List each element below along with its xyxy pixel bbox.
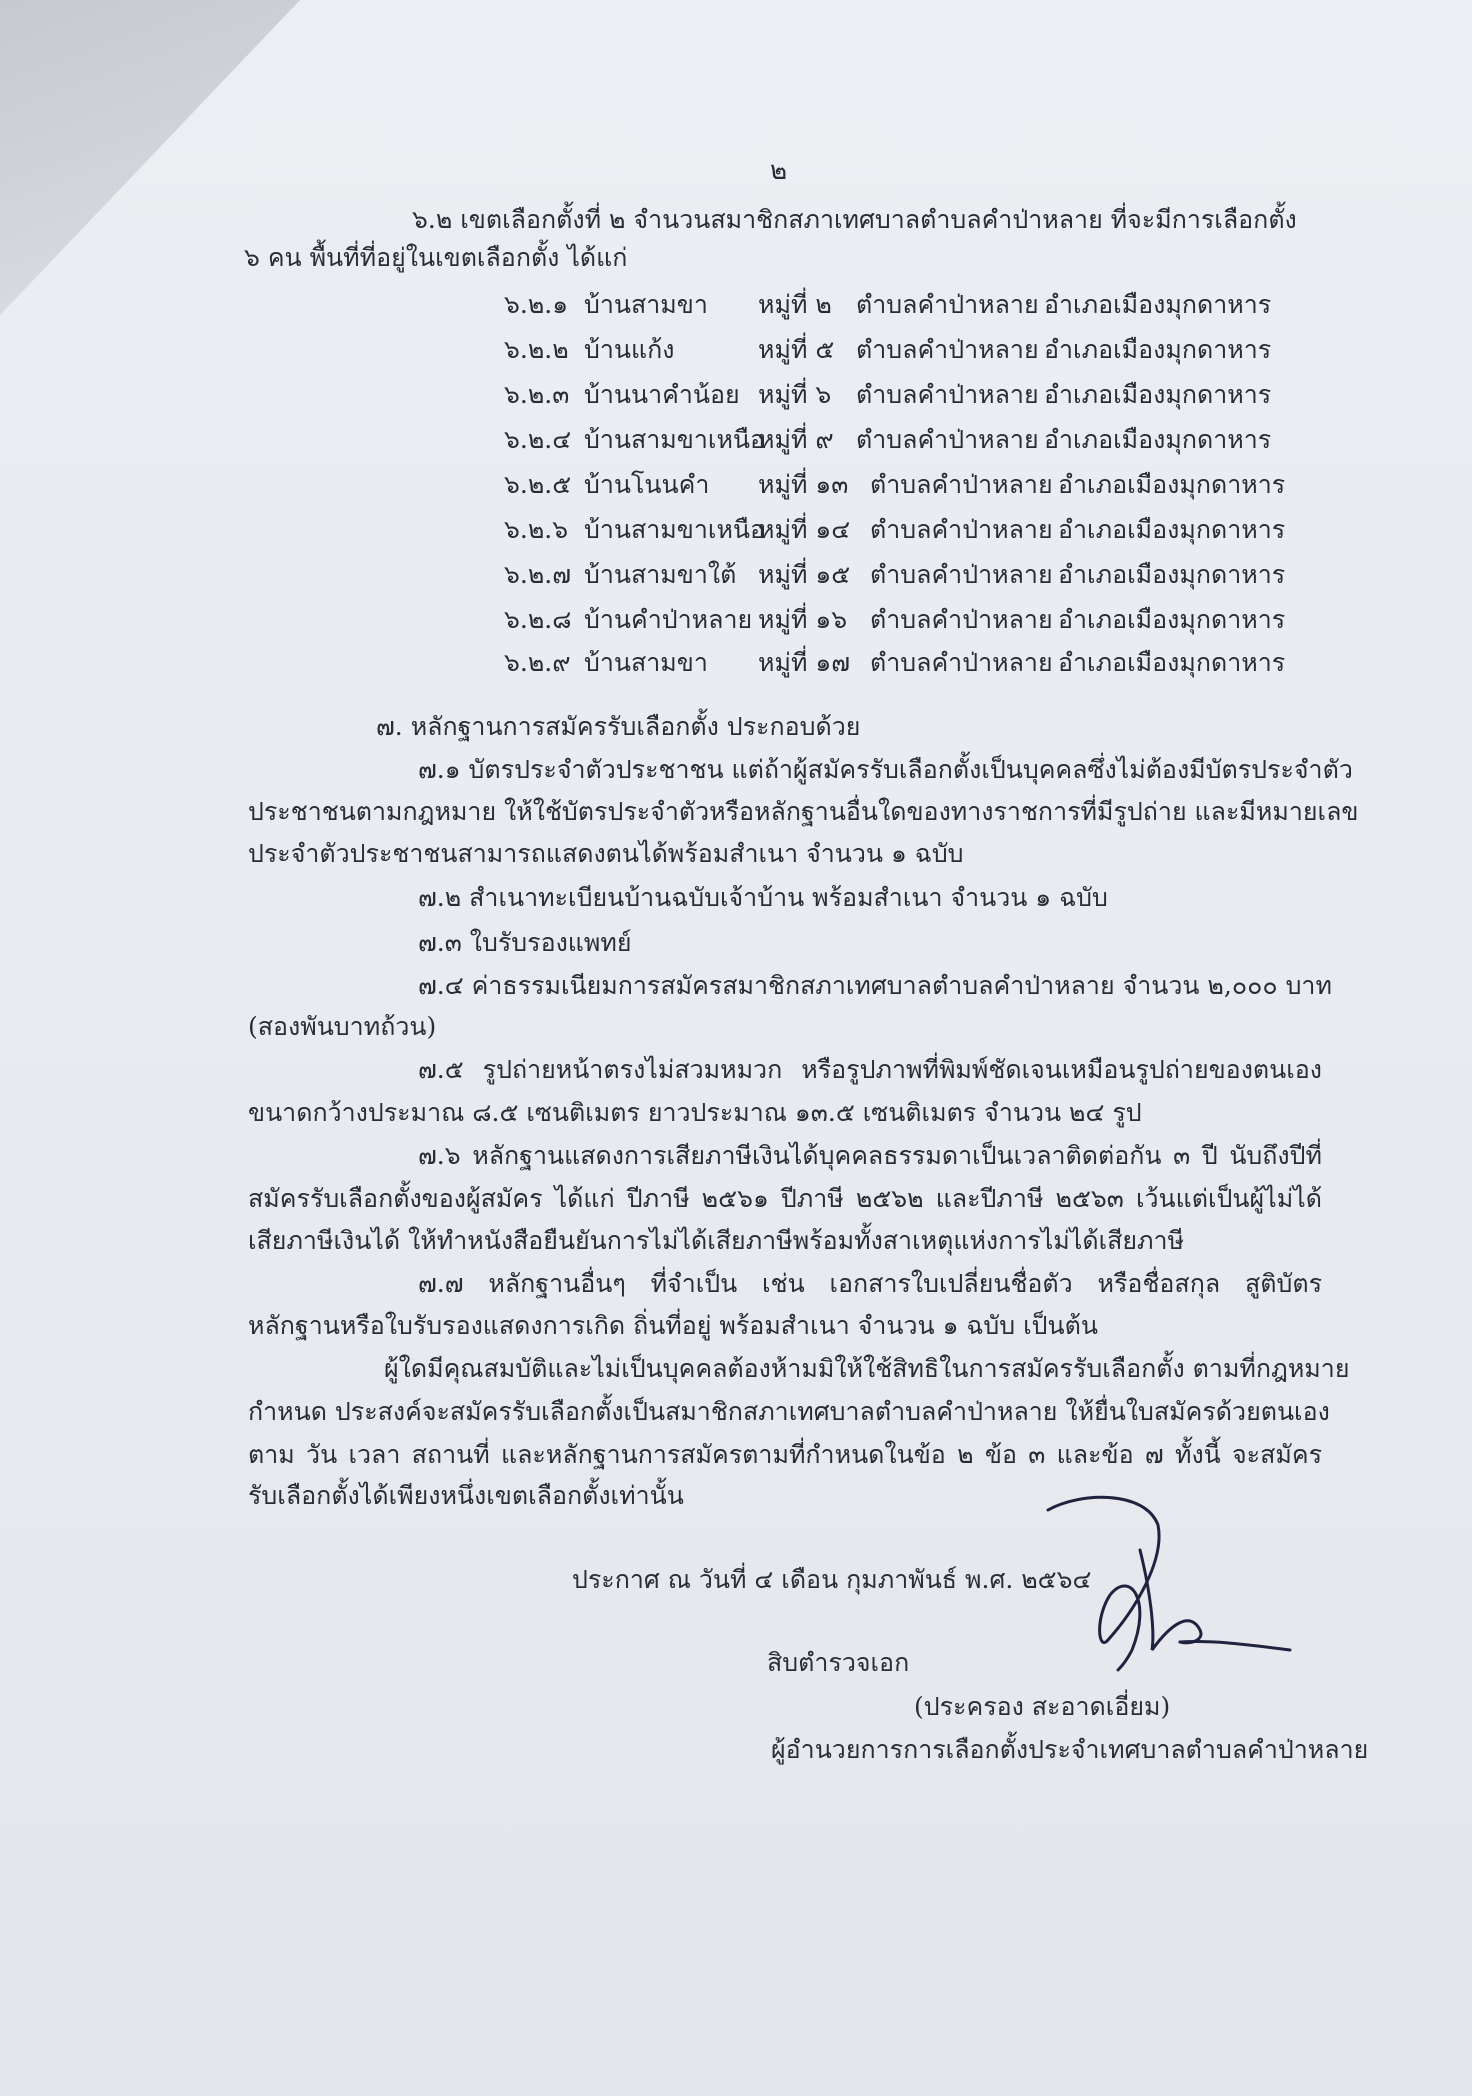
item-7-1-line-3: ประจำตัวประชาชนสามารถแสดงตนได้พร้อมสำเนา จำนวน ๑ ฉบับ — [248, 839, 964, 868]
tambon-name: ตำบลคำป่าหลาย — [870, 605, 1053, 634]
moo-number: หมู่ที่ ๒ — [758, 290, 832, 319]
item-number: ๖.๒.๘ — [504, 605, 572, 634]
item-number: ๖.๒.๕ — [504, 470, 572, 499]
tambon-name: ตำบลคำป่าหลาย — [856, 290, 1039, 319]
item-7-1-line-1: ๗.๑ บัตรประจำตัวประชาชน แต่ถ้าผู้สมัครรับเลือกตั้งเป็นบุคคลซึ่งไม่ต้องมีบัตรประจำตัว — [418, 755, 1353, 784]
amphoe-name: อำเภอเมืองมุกดาหาร — [1044, 380, 1272, 409]
signer-name: (ประครอง สะอาดเอี่ยม) — [914, 1692, 1171, 1721]
moo-number: หมู่ที่ ๑๔ — [758, 515, 851, 544]
village-name: บ้านคำป่าหลาย — [584, 605, 753, 634]
section-7-heading: ๗. หลักฐานการสมัครรับเลือกตั้ง ประกอบด้วย — [376, 712, 861, 741]
moo-number: หมู่ที่ ๑๕ — [758, 560, 851, 589]
item-7-3: ๗.๓ ใบรับรองแพทย์ — [418, 928, 632, 957]
closing-line-2: กำหนด ประสงค์จะสมัครรับเลือกตั้งเป็นสมาชิกสภาเทศบาลตำบลคำป่าหลาย ให้ยื่นใบสมัครด้วยตนเอง — [248, 1397, 1330, 1426]
village-name: บ้านสามขาใต้ — [584, 560, 737, 589]
village-name: บ้านแก้ง — [584, 335, 675, 364]
village-name: บ้านโนนคำ — [584, 470, 710, 499]
amphoe-name: อำเภอเมืองมุกดาหาร — [1058, 560, 1286, 589]
moo-number: หมู่ที่ ๕ — [758, 335, 835, 364]
village-name: บ้านสามขาเหนือ — [584, 425, 766, 454]
section-6-2-line-2: ๖ คน พื้นที่ที่อยู่ในเขตเลือกตั้ง ได้แก่ — [244, 243, 628, 272]
item-7-4-line-2: (สองพันบาทถ้วน) — [248, 1012, 437, 1041]
item-7-6-line-2: สมัครรับเลือกตั้งของผู้สมัคร ได้แก่ ปีภาษี ๒๕๖๑ ปีภาษี ๒๕๖๒ และปีภาษี ๒๕๖๓ เว้นแต่เป็นผู้ไม่ได้ — [248, 1184, 1322, 1213]
closing-line-1: ผู้ใดมีคุณสมบัติและไม่เป็นบุคคลต้องห้ามมิให้ใช้สิทธิในการสมัครรับเลือกตั้ง ตามที่กฎหมาย — [384, 1354, 1350, 1383]
signer-rank: สิบตำรวจเอก — [767, 1648, 910, 1677]
amphoe-name: อำเภอเมืองมุกดาหาร — [1044, 290, 1272, 319]
item-7-1-line-2: ประชาชนตามกฎหมาย ให้ใช้บัตรประจำตัวหรือหลักฐานอื่นใดของทางราชการที่มีรูปถ่าย และมีหมายเลข — [248, 797, 1359, 826]
tambon-name: ตำบลคำป่าหลาย — [870, 648, 1053, 677]
tambon-name: ตำบลคำป่าหลาย — [870, 515, 1053, 544]
item-number: ๖.๒.๗ — [504, 560, 572, 589]
moo-number: หมู่ที่ ๑๗ — [758, 648, 851, 677]
item-number: ๖.๒.๓ — [504, 380, 570, 409]
village-name: บ้านนาคำน้อย — [584, 380, 740, 409]
item-number: ๖.๒.๔ — [504, 425, 572, 454]
item-7-5-line-1: ๗.๕ รูปถ่ายหน้าตรงไม่สวมหมวก หรือรูปภาพที่พิมพ์ชัดเจนเหมือนรูปถ่ายของตนเอง — [418, 1055, 1322, 1084]
item-number: ๖.๒.๖ — [504, 515, 569, 544]
item-7-2: ๗.๒ สำเนาทะเบียนบ้านฉบับเจ้าบ้าน พร้อมสำเนา จำนวน ๑ ฉบับ — [418, 883, 1108, 912]
page-number: ๒ — [770, 156, 788, 186]
item-7-5-line-2: ขนาดกว้างประมาณ ๘.๕ เซนติเมตร ยาวประมาณ ๑๓.๕ เซนติเมตร จำนวน ๒๔ รูป — [248, 1098, 1142, 1127]
village-list — [504, 290, 1286, 690]
amphoe-name: อำเภอเมืองมุกดาหาร — [1044, 425, 1272, 454]
item-number: ๖.๒.๑ — [504, 290, 569, 319]
amphoe-name: อำเภอเมืองมุกดาหาร — [1058, 605, 1286, 634]
item-7-6-line-1: ๗.๖ หลักฐานแสดงการเสียภาษีเงินได้บุคคลธรรมดาเป็นเวลาติดต่อกัน ๓ ปี นับถึงปีที่ — [418, 1141, 1322, 1170]
village-name: บ้านสามขาเหนือ — [584, 515, 766, 544]
item-number: ๖.๒.๙ — [504, 648, 571, 677]
announcement-date: ประกาศ ณ วันที่ ๔ เดือน กุมภาพันธ์ พ.ศ. ๒๕๖๔ — [572, 1565, 1092, 1594]
handwritten-signature — [1040, 1490, 1300, 1690]
closing-line-4: รับเลือกตั้งได้เพียงหนึ่งเขตเลือกตั้งเท่านั้น — [248, 1481, 684, 1510]
amphoe-name: อำเภอเมืองมุกดาหาร — [1058, 648, 1286, 677]
tambon-name: ตำบลคำป่าหลาย — [870, 560, 1053, 589]
village-name: บ้านสามขา — [584, 290, 708, 319]
tambon-name: ตำบลคำป่าหลาย — [856, 380, 1039, 409]
item-7-7-line-2: หลักฐานหรือใบรับรองแสดงการเกิด ถิ่นที่อยู่ พร้อมสำเนา จำนวน ๑ ฉบับ เป็นต้น — [248, 1311, 1098, 1340]
amphoe-name: อำเภอเมืองมุกดาหาร — [1044, 335, 1272, 364]
item-7-7-line-1: ๗.๗ หลักฐานอื่นๆ ที่จำเป็น เช่น เอกสารใบเปลี่ยนชื่อตัว หรือชื่อสกุล สูติบัตร — [418, 1269, 1322, 1298]
amphoe-name: อำเภอเมืองมุกดาหาร — [1058, 515, 1286, 544]
item-7-6-line-3: เสียภาษีเงินได้ ให้ทำหนังสือยืนยันการไม่ได้เสียภาษีพร้อมทั้งสาเหตุแห่งการไม่ได้เสียภาษี — [248, 1226, 1185, 1255]
closing-line-3: ตาม วัน เวลา สถานที่ และหลักฐานการสมัครตามที่กำหนดในข้อ ๒ ข้อ ๓ และข้อ ๗ ทั้งนี้ จะสมัคร — [248, 1440, 1322, 1469]
tambon-name: ตำบลคำป่าหลาย — [870, 470, 1053, 499]
section-6-2-line-1: ๖.๒ เขตเลือกตั้งที่ ๒ จำนวนสมาชิกสภาเทศบาลตำบลคำป่าหลาย ที่จะมีการเลือกตั้ง — [412, 205, 1297, 234]
moo-number: หมู่ที่ ๑๓ — [758, 470, 849, 499]
amphoe-name: อำเภอเมืองมุกดาหาร — [1058, 470, 1286, 499]
moo-number: หมู่ที่ ๑๖ — [758, 605, 848, 634]
item-7-4-line-1: ๗.๔ ค่าธรรมเนียมการสมัครสมาชิกสภาเทศบาลตำบลคำป่าหลาย จำนวน ๒,๐๐๐ บาท — [418, 971, 1332, 1000]
tambon-name: ตำบลคำป่าหลาย — [856, 335, 1039, 364]
moo-number: หมู่ที่ ๖ — [758, 380, 832, 409]
signer-position: ผู้อำนวยการการเลือกตั้งประจำเทศบาลตำบลคำป่าหลาย — [771, 1735, 1369, 1764]
item-number: ๖.๒.๒ — [504, 335, 569, 364]
tambon-name: ตำบลคำป่าหลาย — [856, 425, 1039, 454]
village-name: บ้านสามขา — [584, 648, 708, 677]
moo-number: หมู่ที่ ๙ — [758, 425, 834, 454]
